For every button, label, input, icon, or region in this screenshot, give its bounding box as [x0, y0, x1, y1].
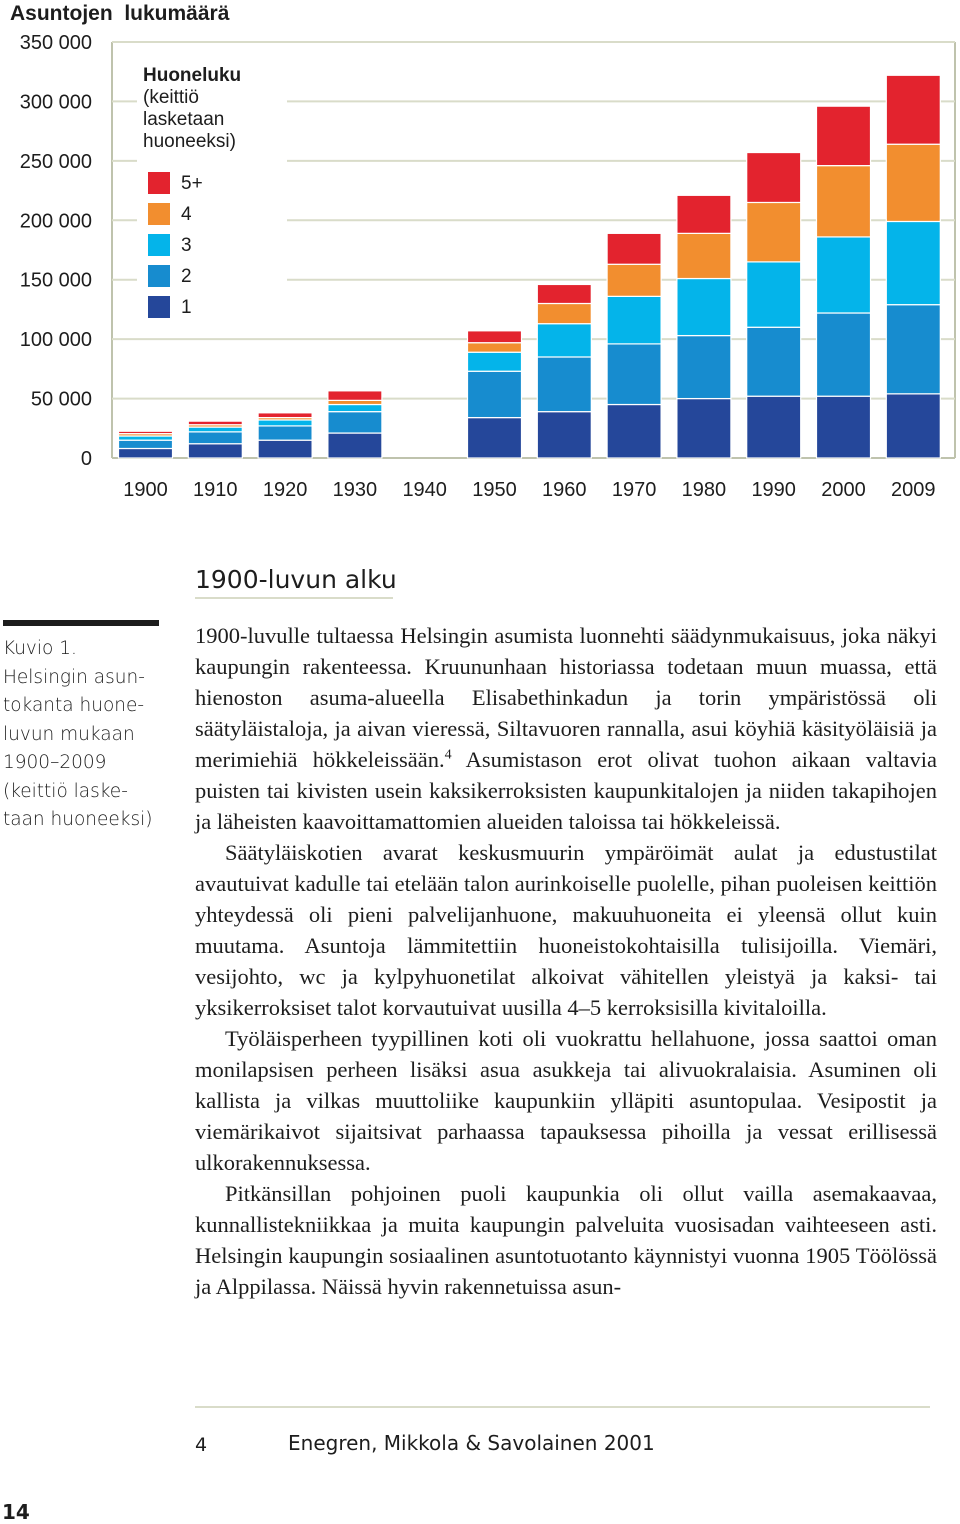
bar-segment	[328, 412, 382, 433]
bar-segment	[188, 421, 242, 425]
x-tick-label: 1920	[262, 479, 308, 501]
x-tick-label: 2000	[821, 479, 866, 501]
bar-segment	[188, 444, 242, 458]
bar-segment	[258, 440, 312, 458]
bar-segment	[328, 400, 382, 404]
legend-label: 4	[181, 204, 192, 225]
legend-swatch	[148, 265, 170, 287]
footnote-reference: 4	[444, 747, 452, 763]
bar-segment	[817, 313, 871, 396]
bar-segment	[188, 427, 242, 432]
bar-segment	[817, 166, 871, 237]
chart-title: Asuntojen lukumäärä	[10, 2, 230, 25]
bar-segment	[747, 327, 801, 396]
y-tick-label: 200 000	[19, 210, 92, 233]
footnote-number: 4	[195, 1434, 208, 1456]
legend-swatch	[148, 172, 170, 194]
y-tick-label: 300 000	[19, 91, 92, 114]
bar-segment	[607, 344, 661, 405]
footnote-divider	[195, 1406, 930, 1408]
paragraph-3: Työläisperheen tyypillinen koti oli vuokrattu hellahuone, jossa saattoi oman monilapsisen perheen lisäksi asua asukkeja tai alivuokralaisia. Asuminen oli kallista ja vilkas muuttoliike kaupunkiin ylläpiti asuntopulaa. Vesipostit ja viemärikaivot sijaitsivat parhaassa tapauksessa pihoilla ja vessat erillisessä ulkorakennuksessa.	[195, 1026, 937, 1175]
chart-legend	[137, 58, 287, 330]
bar-segment	[747, 396, 801, 458]
x-tick-label: 1940	[402, 479, 447, 501]
bar-segment	[886, 221, 940, 304]
legend-label: 3	[181, 235, 192, 256]
bar-segment	[886, 144, 940, 221]
bar-segment	[747, 262, 801, 327]
bar-segment	[468, 371, 522, 417]
bar-segment	[677, 399, 731, 458]
x-tick-label: 1990	[751, 479, 796, 501]
bar-segment	[607, 296, 661, 344]
legend-label: 5+	[181, 173, 203, 194]
bar-segment	[537, 324, 591, 357]
y-tick-label: 0	[80, 448, 92, 470]
x-tick-label: 1910	[193, 479, 238, 501]
bar-segment	[468, 343, 522, 353]
legend-label: 2	[181, 266, 192, 287]
bar-segment	[886, 394, 940, 458]
bar-segment	[328, 405, 382, 412]
bar-segment	[468, 418, 522, 458]
bar-segment	[817, 106, 871, 165]
bar-segment	[607, 233, 661, 264]
bar-segment	[468, 331, 522, 343]
paragraph-1	[195, 620, 937, 837]
bar-segment	[258, 420, 312, 426]
bar-segment	[747, 153, 801, 203]
heading-divider	[195, 597, 393, 599]
bar-segment	[328, 391, 382, 401]
x-tick-label: 1950	[472, 479, 517, 501]
legend-label: 1	[181, 297, 192, 318]
paragraph-4: Pitkänsillan pohjoinen puoli kaupunkia oli ollut vailla asemakaavaa, kunnallistekniikkaa ja muita kaupungin palveluita vuosisadan vaihteeseen asti. Helsingin kaupungin sosiaalinen asuntotuotanto käynnistyi vuonna 1905 Töölössä ja Alppilassa. Näissä hyvin rakennetuissa asun-	[195, 1181, 937, 1299]
legend-subtitle: (keittiö lasketaan huoneeksi)	[143, 87, 236, 152]
section-heading: 1900-luvun alku	[195, 565, 397, 594]
x-tick-label: 1930	[332, 479, 378, 501]
bar-segment	[258, 426, 312, 440]
bar-segment	[468, 352, 522, 371]
bar-segment	[886, 305, 940, 394]
bar-segment	[677, 233, 731, 278]
bar-segment	[188, 432, 242, 444]
bar-segment	[537, 412, 591, 458]
housing-stock-chart	[0, 0, 960, 520]
caption-divider	[3, 620, 159, 626]
x-tick-label: 1960	[542, 479, 587, 501]
footnote-text: Enegren, Mikkola & Savolainen 2001	[288, 1431, 655, 1455]
bar-segment	[119, 448, 173, 458]
legend-swatch	[148, 203, 170, 225]
bar-segment	[537, 284, 591, 303]
bar-segment	[677, 336, 731, 399]
bar-segment	[677, 279, 731, 336]
bar-segment	[119, 440, 173, 448]
bar-segment	[747, 202, 801, 261]
bar-segment	[817, 396, 871, 458]
bar-segment	[119, 431, 173, 433]
y-tick-label: 100 000	[19, 329, 92, 352]
paragraph-2: Säätyläiskotien avarat keskusmuurin ympäröimät aulat ja edustustilat avautuivat kadulle tai etelään talon aurinkoiselle puolelle, pihan puoleisen keittiön yhteydessä oli pieni palvelijanhuone, makuuhuoneita ei yleensä ollut kuin muutama. Asuntoja lämmitettiin huoneistokohtaisilla tulisijoilla. Viemäri, vesijohto, wc ja kylpyhuonetilat alkoivat vähitellen yleistyä ja kaksi- tai yksikerroksiset talot korvautuivat uusilla 4–5 kerroksisilla kivitaloilla.	[195, 840, 937, 1020]
bar-segment	[537, 357, 591, 412]
y-tick-label: 150 000	[19, 269, 92, 292]
bar-segment	[817, 237, 871, 313]
legend-title-main: Huoneluku	[143, 65, 242, 86]
bar-segment	[119, 436, 173, 440]
y-tick-label: 250 000	[19, 150, 92, 173]
y-tick-label: 350 000	[19, 32, 92, 54]
bar-segment	[607, 264, 661, 296]
x-tick-label: 1980	[681, 479, 727, 501]
body-text	[195, 620, 937, 1302]
paragraph-1-part-b: Asumistason erot olivat tuohon aikaan valtavia puisten tai kivisten usein kaksikerroksisten kaupunkitalojen ja niiden takapihojen ja läheisten kaavoittamattomien alueiden taloissa tai hökkeleissä.	[195, 747, 937, 834]
y-tick-label: 50 000	[30, 388, 92, 411]
bar-segment	[886, 75, 940, 144]
x-tick-label: 1900	[123, 479, 168, 501]
bar-segment	[677, 195, 731, 233]
paragraph-1-part-a: 1900-luvulle tultaessa Helsingin asumista luonnehti säädynmukaisuus, joka näkyi kaupungin rakenteessa. Kruununhaan historiassa todetaan muun muassa, että hienoston asuma-alueella Elisabethinkadun ja torin ympäristössä oli säätyläistaloja, ja aivan vieressä, Siltavuoren rannalla, asui köyhiä käsityöläisiä ja merimiehiä hökkeleissään.	[195, 623, 937, 772]
x-tick-label: 2009	[891, 479, 936, 501]
legend-swatch	[148, 234, 170, 256]
legend-title	[143, 65, 283, 153]
page-number: 14	[2, 1500, 30, 1524]
x-tick-label: 1970	[611, 479, 657, 501]
bar-segment	[328, 433, 382, 458]
bar-segment	[537, 303, 591, 323]
figure-caption: Kuvio 1. Helsingin asun-tokanta huone-luvun mukaan 1900–2009 (keittiö laske-taan huoneeksi)	[3, 638, 153, 830]
bar-segment	[607, 405, 661, 458]
legend-swatch	[148, 296, 170, 318]
bar-segment	[258, 413, 312, 418]
